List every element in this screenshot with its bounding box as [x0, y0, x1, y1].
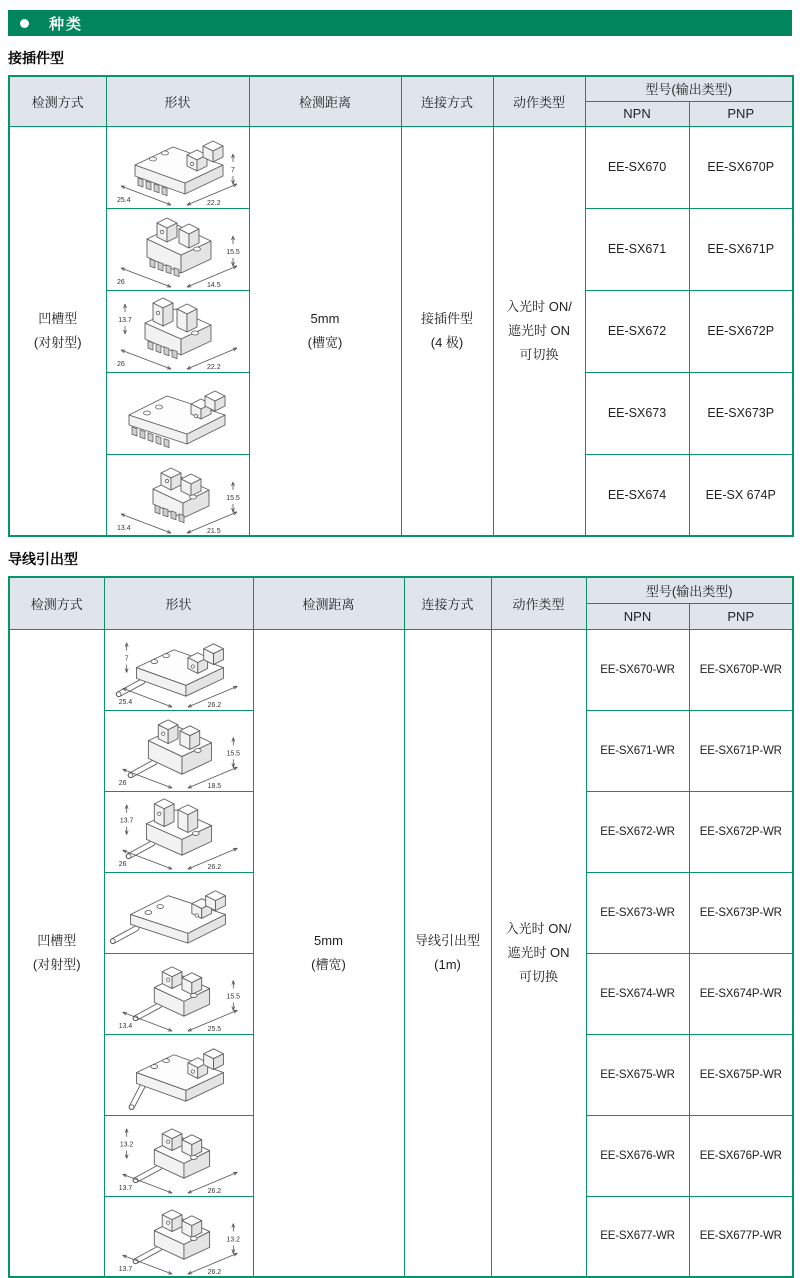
sensor-drawing — [107, 209, 248, 289]
cell-action-type — [491, 629, 586, 1277]
cell-shape — [104, 953, 253, 1034]
col-header-model: 型号(输出类型) — [585, 76, 793, 101]
cell-model-npn: EE-SX676-WR — [586, 1115, 689, 1196]
cell-model-npn: EE-SX670 — [585, 126, 689, 208]
col-header-action: 动作类型 — [493, 76, 585, 126]
cell-model-npn: EE-SX673 — [585, 372, 689, 454]
table1-label: 接插件型 — [8, 48, 792, 68]
svg-text:21.5: 21.5 — [207, 528, 221, 535]
cell-shape — [104, 629, 253, 710]
svg-text:13.7: 13.7 — [119, 1266, 133, 1273]
col-header-distance: 检测距离 — [253, 577, 404, 629]
connection-line: 导线引出型 — [405, 929, 491, 953]
cell-model-npn: EE-SX675-WR — [586, 1034, 689, 1115]
cell-shape — [104, 1034, 253, 1115]
sensor-drawing — [107, 127, 248, 207]
svg-text:13.2: 13.2 — [227, 1236, 241, 1243]
col-header-connection: 连接方式 — [404, 577, 491, 629]
cell-model-pnp: EE-SX672P-WR — [689, 791, 793, 872]
svg-text:18.5: 18.5 — [208, 783, 222, 790]
svg-text:26.2: 26.2 — [208, 864, 222, 871]
svg-text:13.4: 13.4 — [117, 525, 131, 532]
svg-text:15.5: 15.5 — [227, 993, 241, 1000]
svg-text:13.7: 13.7 — [119, 1185, 133, 1192]
svg-text:25.5: 25.5 — [208, 1026, 222, 1033]
cell-model-pnp: EE-SX671P — [689, 208, 793, 290]
cell-model-npn: EE-SX671 — [585, 208, 689, 290]
svg-text:26.2: 26.2 — [208, 1188, 222, 1195]
cell-model-pnp: EE-SX676P-WR — [689, 1115, 793, 1196]
svg-text:22.2: 22.2 — [207, 364, 221, 371]
table-row — [9, 126, 793, 208]
svg-text:26: 26 — [119, 780, 127, 787]
detect-line: (对射型) — [10, 953, 104, 977]
sensor-drawing — [108, 630, 249, 709]
svg-text:15.5: 15.5 — [226, 249, 240, 256]
cell-model-pnp: EE-SX674P-WR — [689, 953, 793, 1034]
cell-connection — [401, 126, 493, 536]
distance-line: (槽宽) — [250, 331, 401, 355]
sensor-drawing — [108, 1035, 249, 1114]
svg-text:7: 7 — [231, 167, 235, 174]
table-prewired-type — [8, 576, 794, 1278]
cell-model-pnp: EE-SX673P — [689, 372, 793, 454]
svg-text:26.2: 26.2 — [208, 1269, 222, 1276]
cell-action-type — [493, 126, 585, 536]
col-header-shape: 形状 — [106, 76, 249, 126]
action-line: 入光时 ON/ — [494, 295, 585, 319]
cell-model-pnp: EE-SX670P-WR — [689, 629, 793, 710]
cell-model-pnp: EE-SX 674P — [689, 454, 793, 536]
connection-line: 接插件型 — [402, 307, 493, 331]
cell-detect-method — [9, 629, 104, 1277]
cell-model-npn: EE-SX674 — [585, 454, 689, 536]
table-connector-type — [8, 75, 794, 537]
cell-detect-method — [9, 126, 106, 536]
col-header-pnp: PNP — [689, 101, 793, 126]
cell-shape — [106, 126, 249, 208]
cell-model-npn: EE-SX672 — [585, 290, 689, 372]
cell-shape — [104, 1115, 253, 1196]
svg-text:13.7: 13.7 — [120, 818, 134, 825]
cell-model-npn: EE-SX673-WR — [586, 872, 689, 953]
cell-model-pnp: EE-SX670P — [689, 126, 793, 208]
svg-text:25.4: 25.4 — [119, 699, 133, 706]
col-header-detect: 检测方式 — [9, 577, 104, 629]
cell-shape — [104, 791, 253, 872]
svg-text:25.4: 25.4 — [117, 197, 131, 204]
svg-text:26: 26 — [119, 861, 127, 868]
col-header-npn: NPN — [586, 603, 689, 629]
sensor-drawing — [107, 455, 248, 535]
cell-model-pnp: EE-SX675P-WR — [689, 1034, 793, 1115]
table-row — [9, 629, 793, 710]
cell-shape — [106, 290, 249, 372]
cell-model-npn: EE-SX672-WR — [586, 791, 689, 872]
col-header-model: 型号(输出类型) — [586, 577, 793, 603]
cell-shape — [106, 454, 249, 536]
action-line: 可切换 — [492, 965, 586, 989]
svg-text:22.2: 22.2 — [207, 200, 221, 207]
distance-line: 5mm — [254, 929, 404, 953]
cell-model-npn: EE-SX671-WR — [586, 710, 689, 791]
col-header-shape: 形状 — [104, 577, 253, 629]
svg-text:26.2: 26.2 — [208, 702, 222, 709]
svg-text:7: 7 — [125, 656, 129, 663]
action-line: 遮光时 ON — [494, 319, 585, 343]
cell-model-npn: EE-SX674-WR — [586, 953, 689, 1034]
action-line: 入光时 ON/ — [492, 917, 586, 941]
svg-text:14.5: 14.5 — [207, 282, 221, 289]
svg-text:26: 26 — [117, 361, 125, 368]
cell-shape — [104, 710, 253, 791]
connection-line: (4 极) — [402, 331, 493, 355]
sensor-drawing — [108, 792, 249, 871]
cell-connection — [404, 629, 491, 1277]
sensor-drawing — [107, 373, 248, 453]
cell-model-pnp: EE-SX677P-WR — [689, 1196, 793, 1277]
sensor-drawing — [108, 954, 249, 1033]
detect-line: (对射型) — [10, 331, 106, 355]
col-header-distance: 检测距离 — [249, 76, 401, 126]
page-title: 种类 — [49, 13, 83, 34]
col-header-pnp: PNP — [689, 603, 793, 629]
cell-shape — [104, 872, 253, 953]
sensor-drawing — [108, 1197, 249, 1276]
svg-text:15.5: 15.5 — [227, 750, 241, 757]
bullet-icon — [20, 19, 29, 28]
cell-model-pnp: EE-SX673P-WR — [689, 872, 793, 953]
sensor-drawing — [107, 291, 248, 371]
col-header-action: 动作类型 — [491, 577, 586, 629]
cell-distance — [253, 629, 404, 1277]
cell-model-pnp: EE-SX671P-WR — [689, 710, 793, 791]
cell-shape — [104, 1196, 253, 1277]
detect-line: 凹槽型 — [10, 929, 104, 953]
table2-label: 导线引出型 — [8, 549, 792, 569]
cell-distance — [249, 126, 401, 536]
cell-shape — [106, 372, 249, 454]
sensor-drawing — [108, 711, 249, 790]
section-title-bar — [8, 10, 792, 36]
sensor-drawing — [108, 1116, 249, 1195]
distance-line: 5mm — [250, 307, 401, 331]
cell-shape — [106, 208, 249, 290]
distance-line: (槽宽) — [254, 953, 404, 977]
svg-text:26: 26 — [117, 279, 125, 286]
svg-text:15.5: 15.5 — [226, 495, 240, 502]
col-header-npn: NPN — [585, 101, 689, 126]
action-line: 可切换 — [494, 343, 585, 367]
connection-line: (1m) — [405, 953, 491, 977]
sensor-drawing — [108, 873, 249, 952]
svg-text:13.2: 13.2 — [120, 1142, 134, 1149]
col-header-detect: 检测方式 — [9, 76, 106, 126]
action-line: 遮光时 ON — [492, 941, 586, 965]
svg-text:13.4: 13.4 — [119, 1023, 133, 1030]
svg-text:13.7: 13.7 — [118, 317, 132, 324]
cell-model-npn: EE-SX670-WR — [586, 629, 689, 710]
cell-model-npn: EE-SX677-WR — [586, 1196, 689, 1277]
detect-line: 凹槽型 — [10, 307, 106, 331]
col-header-connection: 连接方式 — [401, 76, 493, 126]
cell-model-pnp: EE-SX672P — [689, 290, 793, 372]
